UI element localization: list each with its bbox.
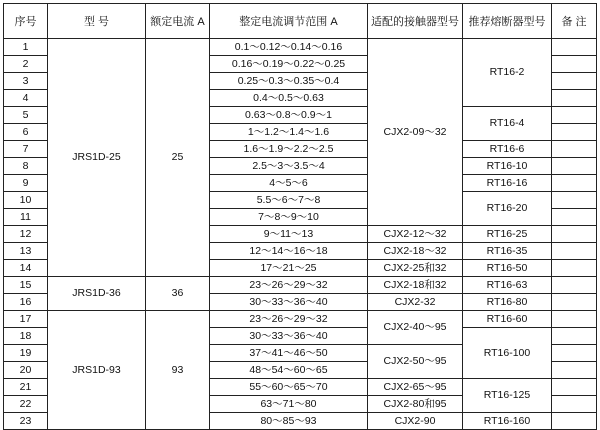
cell-range: 30～33～36～40 [210,328,368,345]
cell-seq: 17 [4,311,48,328]
cell-seq: 12 [4,226,48,243]
cell-fuse: RT16-4 [463,107,552,141]
cell-fuse: RT16-160 [463,413,552,430]
cell-range: 48～54～60～65 [210,362,368,379]
cell-contactor: CJX2-65～95 [368,379,463,396]
cell-contactor: CJX2-50～95 [368,345,463,379]
cell-remark [552,175,597,192]
header-remark: 备 注 [552,4,597,39]
cell-remark [552,311,597,328]
cell-seq: 3 [4,73,48,90]
header-setting-range: 整定电流调节范围 A [210,4,368,39]
cell-seq: 23 [4,413,48,430]
cell-remark [552,294,597,311]
cell-seq: 22 [4,396,48,413]
cell-seq: 21 [4,379,48,396]
cell-contactor: CJX2-80和95 [368,396,463,413]
cell-model: JRS1D-93 [48,311,146,430]
cell-range: 17～21～25 [210,260,368,277]
cell-model: JRS1D-25 [48,39,146,277]
cell-rated-current: 25 [146,39,210,277]
cell-fuse: RT16-20 [463,192,552,226]
cell-rated-current: 36 [146,277,210,311]
cell-contactor: CJX2-12～32 [368,226,463,243]
cell-contactor: CJX2-90 [368,413,463,430]
header-rated-current: 额定电流 A [146,4,210,39]
cell-range: 37～41～46～50 [210,345,368,362]
cell-remark [552,277,597,294]
cell-range: 5.5～6～7～8 [210,192,368,209]
cell-remark [552,192,597,209]
cell-contactor: CJX2-09～32 [368,39,463,226]
cell-seq: 14 [4,260,48,277]
cell-fuse: RT16-10 [463,158,552,175]
cell-range: 7～8～9～10 [210,209,368,226]
cell-remark [552,260,597,277]
cell-seq: 18 [4,328,48,345]
cell-remark [552,243,597,260]
cell-range: 80～85～93 [210,413,368,430]
table-row [4,311,597,328]
cell-seq: 6 [4,124,48,141]
relay-spec-table [3,3,597,430]
cell-remark [552,209,597,226]
cell-seq: 11 [4,209,48,226]
cell-remark [552,141,597,158]
cell-fuse: RT16-50 [463,260,552,277]
cell-fuse: RT16-60 [463,311,552,328]
cell-seq: 13 [4,243,48,260]
cell-fuse: RT16-63 [463,277,552,294]
cell-seq: 1 [4,39,48,56]
cell-range: 55～60～65～70 [210,379,368,396]
cell-remark [552,328,597,345]
cell-range: 30～33～36～40 [210,294,368,311]
table-row [4,39,597,56]
cell-seq: 4 [4,90,48,107]
cell-seq: 8 [4,158,48,175]
cell-range: 23～26～29～32 [210,311,368,328]
cell-fuse: RT16-16 [463,175,552,192]
cell-remark [552,396,597,413]
cell-range: 0.1～0.12～0.14～0.16 [210,39,368,56]
cell-remark [552,56,597,73]
cell-seq: 10 [4,192,48,209]
cell-remark [552,226,597,243]
cell-remark [552,362,597,379]
table-row [4,277,597,294]
cell-seq: 5 [4,107,48,124]
cell-contactor: CJX2-32 [368,294,463,311]
cell-fuse: RT16-2 [463,39,552,107]
cell-remark [552,345,597,362]
cell-contactor: CJX2-40～95 [368,311,463,345]
cell-range: 1～1.2～1.4～1.6 [210,124,368,141]
cell-remark [552,73,597,90]
cell-remark [552,158,597,175]
cell-range: 23～26～29～32 [210,277,368,294]
cell-seq: 7 [4,141,48,158]
cell-remark [552,107,597,124]
cell-remark [552,39,597,56]
cell-contactor: CJX2-18～32 [368,243,463,260]
cell-remark [552,379,597,396]
cell-fuse: RT16-25 [463,226,552,243]
cell-range: 0.16～0.19～0.22～0.25 [210,56,368,73]
header-row [4,4,597,39]
cell-range: 1.6～1.9～2.2～2.5 [210,141,368,158]
cell-fuse: RT16-35 [463,243,552,260]
header-model: 型 号 [48,4,146,39]
cell-range: 63～71～80 [210,396,368,413]
cell-seq: 19 [4,345,48,362]
cell-seq: 16 [4,294,48,311]
cell-model: JRS1D-36 [48,277,146,311]
cell-rated-current: 93 [146,311,210,430]
header-seq: 序号 [4,4,48,39]
cell-seq: 15 [4,277,48,294]
cell-range: 9～11～13 [210,226,368,243]
cell-seq: 9 [4,175,48,192]
cell-fuse: RT16-80 [463,294,552,311]
cell-remark [552,413,597,430]
cell-fuse: RT16-6 [463,141,552,158]
cell-range: 0.4～0.5～0.63 [210,90,368,107]
header-fuse: 推荐熔断器型号 [463,4,552,39]
cell-seq: 20 [4,362,48,379]
cell-fuse: RT16-125 [463,379,552,413]
cell-remark [552,90,597,107]
cell-range: 4～5～6 [210,175,368,192]
cell-fuse: RT16-100 [463,328,552,379]
cell-contactor: CJX2-25和32 [368,260,463,277]
cell-seq: 2 [4,56,48,73]
cell-range: 0.25～0.3～0.35～0.4 [210,73,368,90]
header-contactor: 适配的接触器型号 [368,4,463,39]
cell-remark [552,124,597,141]
cell-range: 0.63～0.8～0.9～1 [210,107,368,124]
cell-range: 12～14～16～18 [210,243,368,260]
cell-contactor: CJX2-18和32 [368,277,463,294]
cell-range: 2.5～3～3.5～4 [210,158,368,175]
